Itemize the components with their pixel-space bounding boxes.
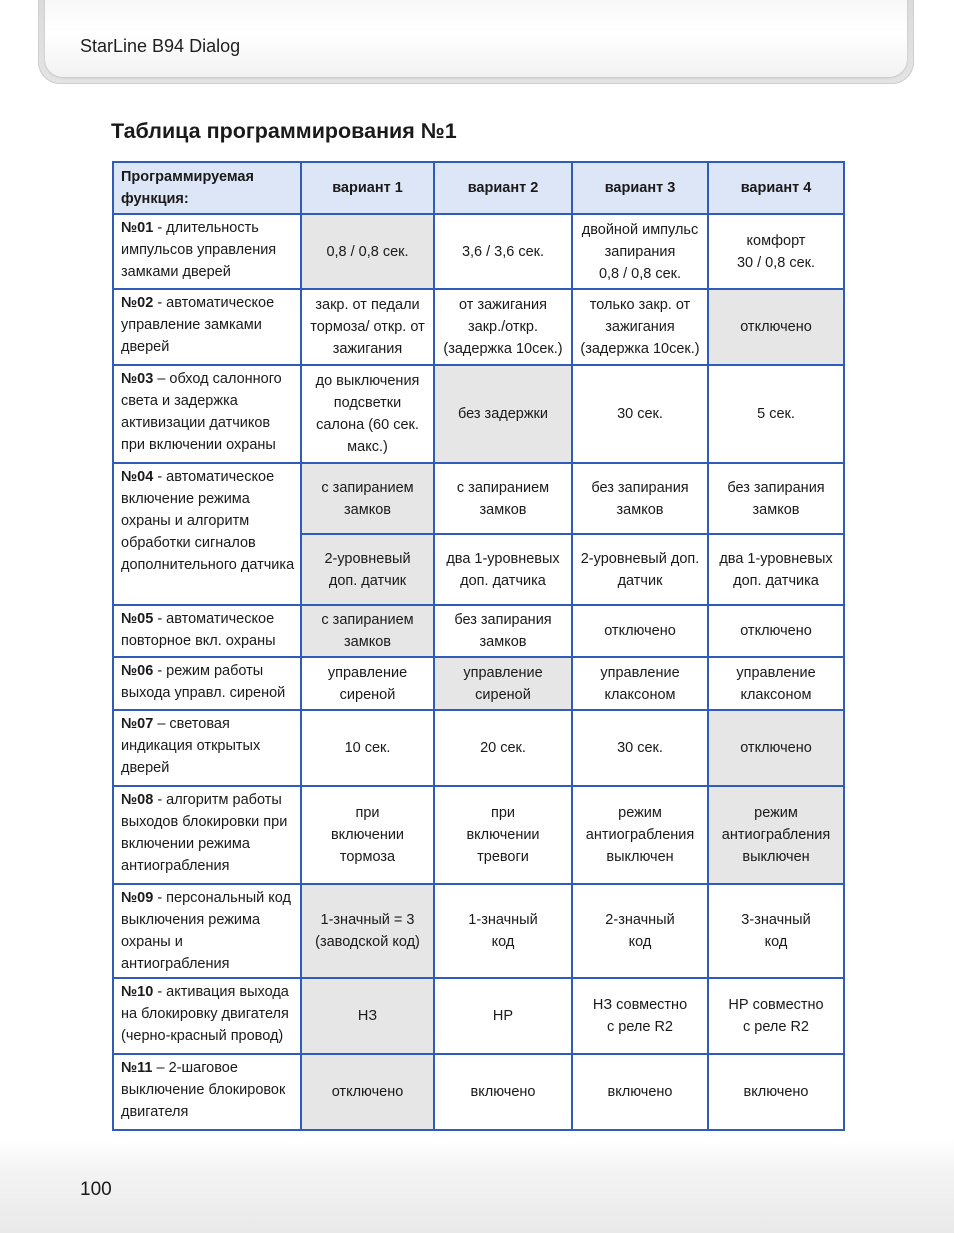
variant-4-cell: режим антиограбления выключен [708, 786, 844, 884]
function-cell [113, 365, 301, 463]
function-cell [113, 463, 301, 605]
variant-2-cell: НР [434, 978, 572, 1054]
variant-4-cell: управление клаксоном [708, 657, 844, 710]
variant-1-cell: 10 сек. [301, 710, 434, 786]
variant-2-cell: управление сиреной [434, 657, 572, 710]
variant-1-cell: с запиранием замков [301, 463, 434, 534]
column-header-variant-2: вариант 2 [434, 162, 572, 214]
table-body [113, 214, 844, 1130]
column-header-variant-3: вариант 3 [572, 162, 708, 214]
function-number: №06 [121, 663, 154, 679]
variant-4-cell: 3-значный код [708, 884, 844, 978]
function-number: №07 [121, 716, 154, 732]
function-number: №05 [121, 611, 154, 627]
table-row [113, 657, 844, 710]
table-row [113, 605, 844, 657]
function-description: - длительность импульсов управления замками дверей [121, 220, 277, 280]
variant-1-cell: 0,8 / 0,8 сек. [301, 214, 434, 289]
column-header-function: Программируемая функция: [113, 162, 301, 214]
function-description: - активация выхода на блокировку двигателя (черно-красный провод) [121, 984, 289, 1044]
function-cell [113, 786, 301, 884]
variant-3-cell: 2-уровневый доп. датчик [572, 534, 708, 605]
page-title: Таблица программирования №1 [111, 119, 457, 143]
variant-3-cell: режим антиограбления выключен [572, 786, 708, 884]
variant-1-cell: при включении тормоза [301, 786, 434, 884]
variant-3-cell: только закр. от зажигания (задержка 10сек.) [572, 289, 708, 365]
function-description: - персональный код выключения режима охраны и антиограбления [121, 890, 291, 972]
variant-2-cell: без запирания замков [434, 605, 572, 657]
variant-2-cell: без задержки [434, 365, 572, 463]
variant-4-cell: включено [708, 1054, 844, 1130]
table-row [113, 289, 844, 365]
column-header-variant-1: вариант 1 [301, 162, 434, 214]
variant-4-cell: комфорт 30 / 0,8 сек. [708, 214, 844, 289]
variant-3-cell: без запирания замков [572, 463, 708, 534]
variant-3-cell: НЗ совместно с реле R2 [572, 978, 708, 1054]
variant-1-cell: 1-значный = 3 (заводской код) [301, 884, 434, 978]
table-row [113, 710, 844, 786]
function-description: - автоматическое включение режима охраны и алгоритм обработки сигналов дополнительного датчика [121, 469, 295, 573]
variant-2-cell: включено [434, 1054, 572, 1130]
function-cell [113, 710, 301, 786]
variant-3-cell: двойной импульс запирания 0,8 / 0,8 сек. [572, 214, 708, 289]
function-number: №08 [121, 792, 154, 808]
column-header-variant-4: вариант 4 [708, 162, 844, 214]
variant-4-cell: 5 сек. [708, 365, 844, 463]
table-row [113, 1054, 844, 1130]
variant-1-cell: НЗ [301, 978, 434, 1054]
function-cell [113, 1054, 301, 1130]
variant-3-cell: 30 сек. [572, 710, 708, 786]
variant-3-cell: управление клаксоном [572, 657, 708, 710]
variant-2-cell: два 1-уровневых доп. датчика [434, 534, 572, 605]
variant-3-cell: включено [572, 1054, 708, 1130]
variant-2-cell: с запиранием замков [434, 463, 572, 534]
function-cell [113, 289, 301, 365]
table-header-row [113, 162, 844, 214]
document-title: StarLine B94 Dialog [80, 36, 241, 56]
function-number: №09 [121, 890, 154, 906]
footer-band [0, 1140, 954, 1233]
variant-4-cell: НР совместно с реле R2 [708, 978, 844, 1054]
variant-1-cell: до выключения подсветки салона (60 сек. макс.) [301, 365, 434, 463]
variant-1-cell: с запиранием замков [301, 605, 434, 657]
variant-2-cell: 1-значный код [434, 884, 572, 978]
variant-2-cell: 20 сек. [434, 710, 572, 786]
table-row [113, 463, 844, 534]
variant-4-cell: без запирания замков [708, 463, 844, 534]
function-description: – световая индикация открытых дверей [121, 716, 261, 776]
variant-1-cell: управление сиреной [301, 657, 434, 710]
table-row [113, 978, 844, 1054]
function-number: №11 [121, 1060, 153, 1076]
variant-4-cell: отключено [708, 605, 844, 657]
variant-4-cell: отключено [708, 710, 844, 786]
variant-3-cell: отключено [572, 605, 708, 657]
function-description: - алгоритм работы выходов блокировки при включении режима антиограбления [121, 792, 288, 874]
function-number: №10 [121, 984, 154, 1000]
variant-3-cell: 2-значный код [572, 884, 708, 978]
function-cell [113, 605, 301, 657]
function-cell [113, 884, 301, 978]
variant-1-cell: отключено [301, 1054, 434, 1130]
function-number: №01 [121, 220, 154, 236]
function-description: – обход салонного света и задержка активизации датчиков при включении охраны [121, 371, 282, 453]
variant-2-cell: от зажигания закр./откр. (задержка 10сек.) [434, 289, 572, 365]
variant-4-cell: отключено [708, 289, 844, 365]
programming-table [112, 161, 845, 1131]
function-description: – 2-шаговое выключение блокировок двигателя [121, 1060, 286, 1120]
function-description: - автоматическое повторное вкл. охраны [121, 611, 276, 649]
function-number: №03 [121, 371, 154, 387]
table-row [113, 884, 844, 978]
table-row [113, 365, 844, 463]
function-description: - автоматическое управление замками дверей [121, 295, 275, 355]
function-description: - режим работы выхода управл. сиреной [121, 663, 286, 701]
variant-2-cell: при включении тревоги [434, 786, 572, 884]
page-number: 100 [80, 1179, 112, 1200]
function-number: №02 [121, 295, 154, 311]
function-number: №04 [121, 469, 154, 485]
variant-3-cell: 30 сек. [572, 365, 708, 463]
table-row [113, 214, 844, 289]
function-cell [113, 214, 301, 289]
function-cell [113, 978, 301, 1054]
table-row [113, 786, 844, 884]
variant-4-cell: два 1-уровневых доп. датчика [708, 534, 844, 605]
variant-1-cell: 2-уровневый доп. датчик [301, 534, 434, 605]
function-cell [113, 657, 301, 710]
variant-1-cell: закр. от педали тормоза/ откр. от зажигания [301, 289, 434, 365]
variant-2-cell: 3,6 / 3,6 сек. [434, 214, 572, 289]
